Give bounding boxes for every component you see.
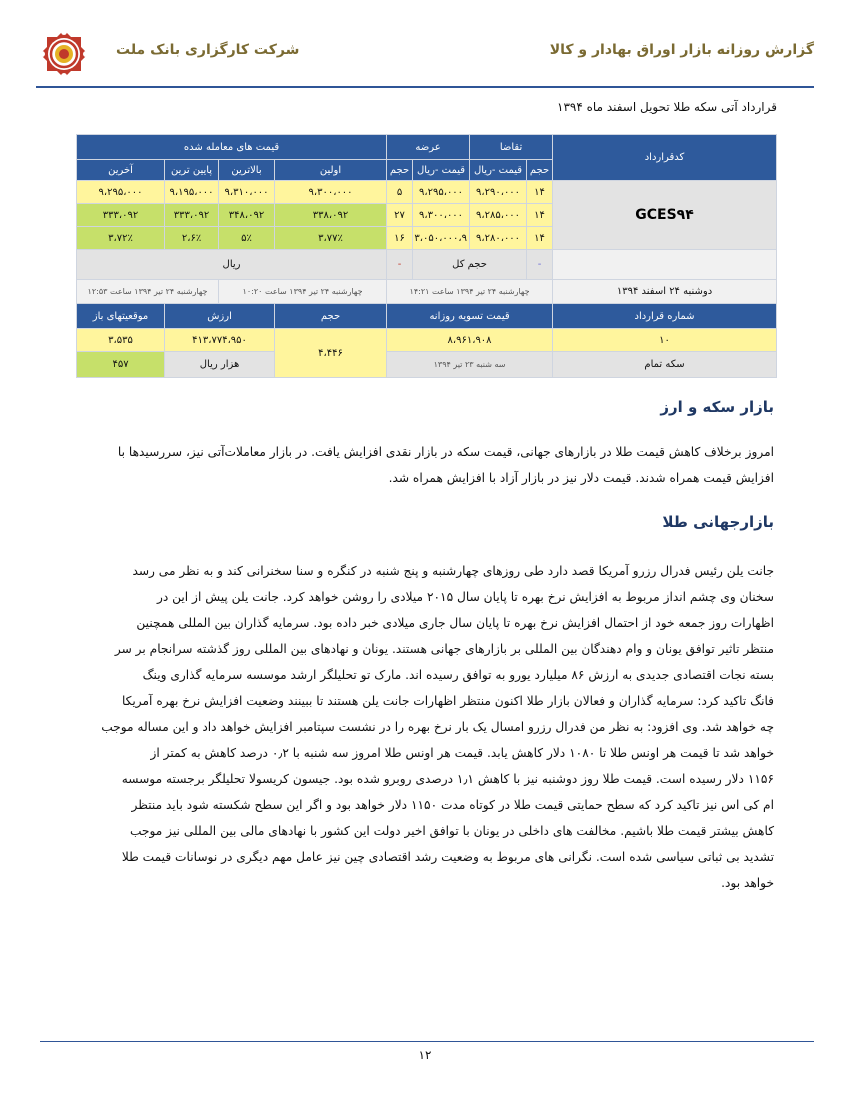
paragraph-coin-currency	[76, 439, 774, 491]
paragraph-line: ام کی اس نیز تاکید کرد که سطح حمایتی قیمت طلا در کوتاه مدت ۱۱۵۰ دلار خواهد بود و اگر این سطح شکسته شود باید منتظر	[131, 798, 774, 812]
header-divider	[36, 86, 814, 88]
demand-price: ۹،۲۹۰،۰۰۰	[470, 181, 527, 204]
last-change: ۳۳۳،۰۹۲	[77, 204, 165, 227]
paragraph-line: خواهد شد تا قیمت هر اونس طلا تا ۱۰۸۰ دلار کاهش یابد. قیمت هر اونس طلا امروز سه شنبه با ۰٫۲ درصد کاهش به کمتر از	[150, 746, 774, 760]
timestamp-4: سه شنبه ۲۳ تیر ۱۳۹۴	[387, 352, 553, 378]
lowest-percent: ۲،۶٪	[165, 227, 219, 250]
dash-cell: -	[527, 250, 553, 280]
header-demand-volume: حجم	[527, 160, 553, 181]
open-positions-change: ۴۵۷	[77, 352, 165, 378]
page-number: ۱۲	[418, 1048, 432, 1062]
header-last: آخرین	[77, 160, 165, 181]
supply-volume: ۵	[387, 181, 413, 204]
timestamp-1: چهارشنبه ۲۴ تیر ۱۳۹۴ ساعت ۱۴:۲۱	[387, 280, 553, 304]
header-supply-volume: حجم	[387, 160, 413, 181]
paragraph-line: امروز برخلاف کاهش قیمت طلا در بازارهای جهانی، قیمت سکه در بازار نقدی افزایش یافت. در بازار معاملات‌آتی نیز، سررسیدها با	[117, 445, 774, 459]
section-heading-coin-currency: بازار سکه و ارز	[660, 398, 774, 416]
header-contract-code: کدقرارداد	[553, 135, 777, 181]
contract-code: GCES۹۴	[553, 181, 777, 250]
contract-caption: قرارداد آتی سکه طلا تحویل اسفند ماه ۱۳۹۴	[557, 100, 777, 114]
paragraph-line: کاهش بیشتر قیمت طلا باشیم. مخالفت های داخلی در یونان با توافق اخیر دولت این کشور با نهادهای مالی بین المللی نیز موجب	[129, 824, 774, 838]
header-lowest: پایین ترین	[165, 160, 219, 181]
paragraph-line: تشدید بی ثباتی سیاسی شده است. نگرانی های مربوط به وضعیت رشد اقتصادی چین نیز عامل مهم دیگری در نوسانات قیمت طلا	[121, 850, 774, 864]
supply-price: ۳،۰۵۰،۰۰۰،۹	[413, 227, 470, 250]
paragraph-line: اظهارات روز جمعه خود از احتمال افزایش نرخ بهره تا پایان سال جاری میلادی خبر داده بود. سرمایه گذاران بین المللی همچنین	[136, 616, 774, 630]
paragraph-global-gold	[76, 558, 774, 896]
header-first: اولین	[275, 160, 387, 181]
supply-price: ۹،۳۰۰،۰۰۰	[413, 204, 470, 227]
footer-divider	[40, 1041, 814, 1042]
demand-volume: ۱۴	[527, 181, 553, 204]
paragraph-line: سخنان وی چشم انداز مربوط به افزایش نرخ بهره تا پایان سال ۲۰۱۵ میلادی را روشن خواهد کرد. جانت یلن پیش از این در	[156, 590, 774, 604]
header-settlement-price: قیمت تسویه روزانه	[387, 304, 553, 329]
header-volume: حجم	[275, 304, 387, 329]
supply-volume: ۲۷	[387, 204, 413, 227]
thousand-rial-label: هزار ریال	[165, 352, 275, 378]
last-percent: ۳،۷۲٪	[77, 227, 165, 250]
total-volume-label: حجم کل	[413, 250, 527, 280]
section-heading-global-gold: بازارجهانی طلا	[662, 513, 774, 531]
highest-change: ۳۴۸،۰۹۲	[219, 204, 275, 227]
header-highest: بالاترین	[219, 160, 275, 181]
demand-volume: ۱۴	[527, 227, 553, 250]
demand-volume: ۱۴	[527, 204, 553, 227]
highest-percent: ۵٪	[219, 227, 275, 250]
open-positions: ۳،۵۳۵	[77, 329, 165, 352]
last-price: ۹،۲۹۵،۰۰۰	[77, 181, 165, 204]
trade-value: ۴۱۳،۷۷۴،۹۵۰	[165, 329, 275, 352]
lowest-price: ۹،۱۹۵،۰۰۰	[165, 181, 219, 204]
paragraph-line: فانگ تاکید کرد: سرمایه گذاران و فعالان بازار طلا اکنون منتظر اظهارات جانت یلن هستند تا ببینند وضعیت افزایش نرخ بهره آمریکا	[121, 694, 774, 708]
header-contract-number: شماره قرارداد	[553, 304, 777, 329]
paragraph-line: خواهد بود.	[721, 876, 774, 890]
highest-price: ۹،۳۱۰،۰۰۰	[219, 181, 275, 204]
header-demand-price: قیمت -ریال	[470, 160, 527, 181]
report-title: گزارش روزانه بازار اوراق بهادار و کالا	[549, 42, 814, 58]
demand-price: ۹،۲۸۵،۰۰۰	[470, 204, 527, 227]
header-traded-prices: قیمت های معامله شده	[77, 135, 387, 160]
coin-type: سکه تمام	[553, 352, 777, 378]
first-price: ۹،۳۰۰،۰۰۰	[275, 181, 387, 204]
supply-price: ۹،۲۹۵،۰۰۰	[413, 181, 470, 204]
paragraph-line: افزایش قیمت همراه شدند. قیمت دلار نیز در بازار آزاد با افزایش همراه شد.	[388, 471, 774, 485]
first-percent: ۳،۷۷٪	[275, 227, 387, 250]
settlement-price: ۸،۹۶۱،۹۰۸	[387, 329, 553, 352]
paragraph-line: ۱۱۵۶ دلار رسیده است. قیمت طلا روز دوشنبه نیز با کاهش ۱٫۱ درصدی روبرو شده بود. جیسون کریسولا تحلیلگر برجسته موسسه	[121, 772, 774, 786]
header-demand: تقاضا	[470, 135, 553, 160]
paragraph-line: جانت یلن رئیس فدرال رزرو آمریکا قصد دارد طی روزهای چهارشنبه و پنج شنبه در کنگره و سنا سخنرانی کند و به نظر می رسد	[132, 564, 774, 578]
company-name: شرکت کارگزاری بانک ملت	[116, 42, 300, 58]
timestamp-2: چهارشنبه ۲۴ تیر ۱۳۹۴ ساعت ۱۰:۲۰	[219, 280, 387, 304]
demand-price: ۹،۲۸۰،۰۰۰	[470, 227, 527, 250]
paragraph-line: چه خواهد شد. وی افزود: به نظر من فدرال رزرو امسال یک بار نرخ بهره را در نشست سپتامبر افزایش خواهد داد و این مساله موجب	[101, 720, 774, 734]
page-header	[36, 24, 814, 88]
header-supply-price: قیمت -ریال	[413, 160, 470, 181]
trade-volume: ۴،۴۴۶	[275, 329, 387, 378]
header-supply: عرضه	[387, 135, 470, 160]
timestamp-3: چهارشنبه ۲۴ تیر ۱۳۹۴ ساعت ۱۲:۵۳	[77, 280, 219, 304]
paragraph-line: بسته نجات اقتصادی جدیدی به ارزش ۸۶ میلیارد یورو به توافق رسیده اند. مارک تو تحلیلگر ارشد موسسه سرمایه گذاری وینگ	[142, 668, 774, 682]
header-value: ارزش	[165, 304, 275, 329]
lowest-change: ۳۳۳،۰۹۲	[165, 204, 219, 227]
supply-volume: ۱۶	[387, 227, 413, 250]
bank-mellat-logo-icon	[36, 26, 92, 82]
currency-label: ریال	[77, 250, 387, 280]
report-date: دوشنبه ۲۴ اسفند ۱۳۹۴	[553, 280, 777, 304]
header-open-positions: موقعیتهای باز	[77, 304, 165, 329]
dash-cell: -	[387, 250, 413, 280]
contract-number: ۱۰	[553, 329, 777, 352]
futures-table	[76, 134, 776, 390]
paragraph-line: منتظر تاثیر توافق یونان و وام دهندگان بین المللی بر بازارهای جهانی هستند. یونان و نهادهای بین المللی روز گذشته سرانجام بر سر	[114, 642, 774, 656]
blank-cell	[553, 250, 777, 280]
first-change: ۳۳۸،۰۹۲	[275, 204, 387, 227]
